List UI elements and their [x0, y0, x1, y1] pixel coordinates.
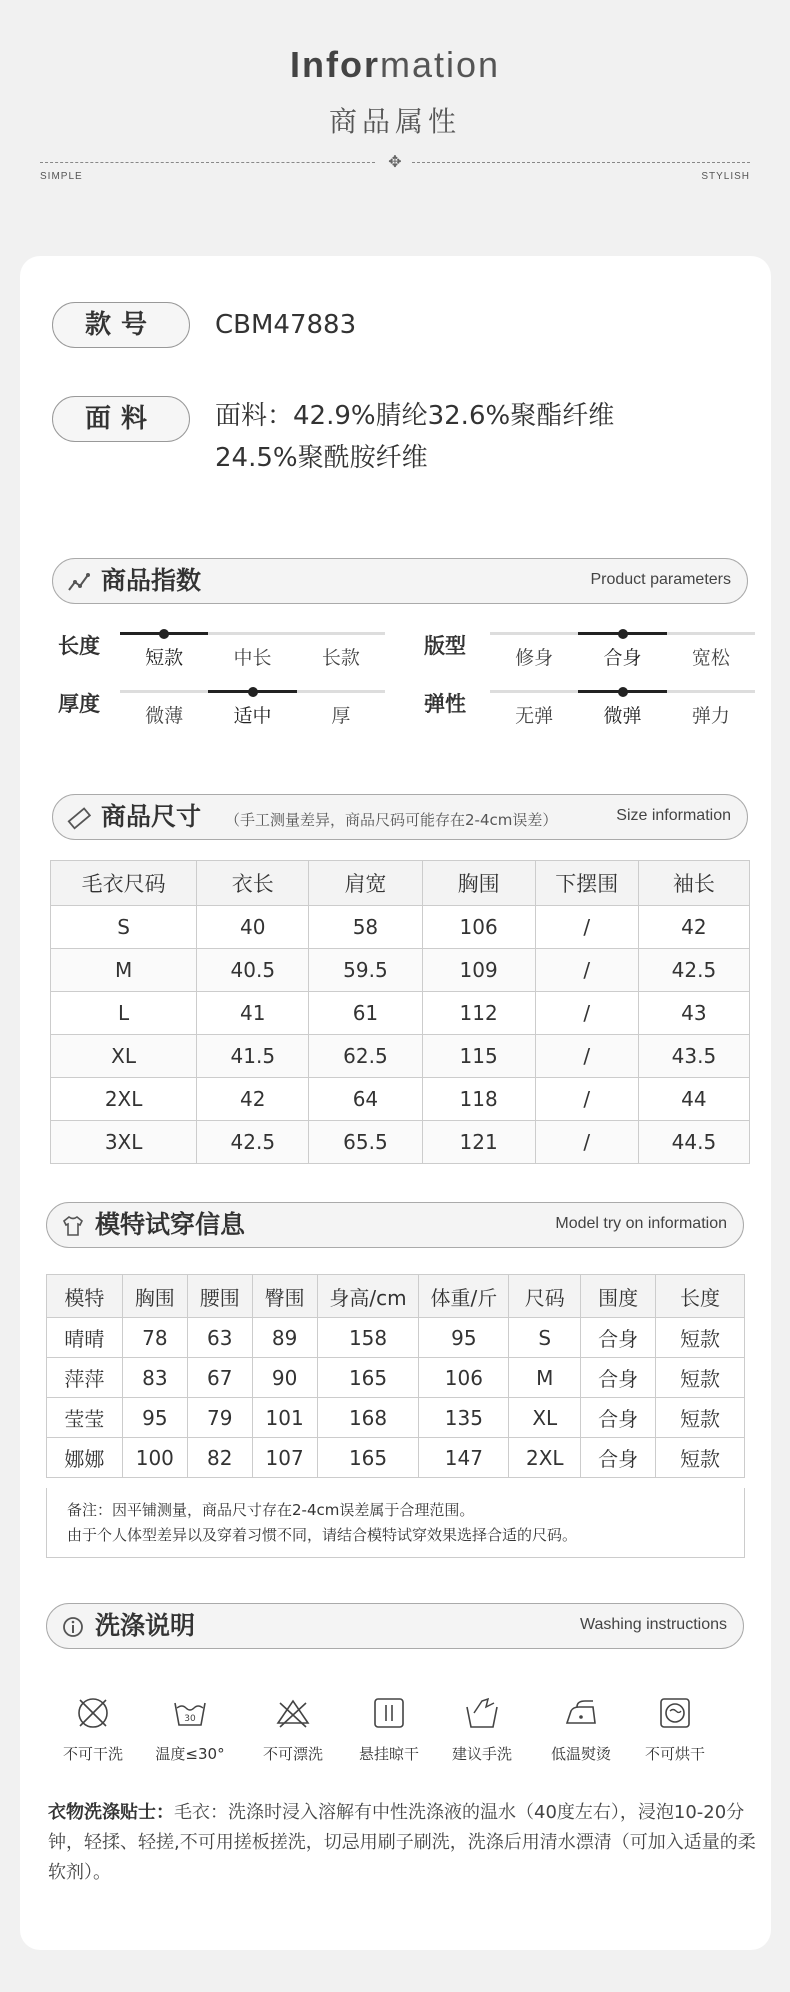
size-header-cell: 毛衣尺码: [51, 861, 197, 906]
size-table-row: [51, 1035, 750, 1078]
size-cell: 44: [638, 1078, 749, 1121]
wash-section-bar: [46, 1603, 744, 1649]
divider-right: [412, 162, 750, 163]
size-cell: 40: [197, 906, 309, 949]
model-cell: 147: [419, 1438, 509, 1478]
size-cell: 2XL: [51, 1078, 197, 1121]
model-table: [46, 1274, 745, 1478]
param-option-thickness-1: 适中: [233, 705, 272, 727]
info-icon: [61, 1615, 85, 1639]
size-cell: 41.5: [197, 1035, 309, 1078]
model-cell: 63: [187, 1318, 252, 1358]
wash-item: [145, 1695, 235, 1764]
model-table-row: [47, 1398, 745, 1438]
size-cell: 106: [422, 906, 535, 949]
model-header-cell: 长度: [656, 1275, 745, 1318]
param-label-fit: 版型: [424, 634, 466, 658]
param-option-length-1: 中长: [233, 647, 272, 669]
model-header-cell: 身高/cm: [317, 1275, 419, 1318]
size-cell: 65.5: [309, 1121, 422, 1164]
model-cell: 90: [252, 1358, 317, 1398]
hang-dry-icon: [369, 1695, 409, 1735]
wash-label: 不可漂洗: [262, 1745, 323, 1763]
wash-item: [630, 1695, 720, 1764]
svg-text:30: 30: [184, 1714, 196, 1724]
model-cell: 合身: [581, 1358, 656, 1398]
model-en: Model try on information: [555, 1215, 727, 1232]
size-cell: 42.5: [638, 949, 749, 992]
param-label-length: 长度: [58, 634, 100, 658]
size-cell: 42: [638, 906, 749, 949]
size-table: [50, 860, 750, 1164]
divider-left: [40, 162, 375, 163]
wash-label: 悬挂晾干: [358, 1745, 419, 1763]
param-label-thickness: 厚度: [58, 692, 100, 716]
size-cell: 40.5: [197, 949, 309, 992]
style-no-value: CBM47883: [215, 310, 357, 340]
size-header-cell: 衣长: [197, 861, 309, 906]
size-cell: /: [535, 906, 638, 949]
ornament-icon: ✥: [388, 152, 402, 171]
model-table-row: [47, 1318, 745, 1358]
wash-label: 温度≤30°: [155, 1745, 225, 1763]
param-selected-dot-fit: [618, 629, 628, 639]
size-cell: M: [51, 949, 197, 992]
model-cell: S: [509, 1318, 581, 1358]
wash-item: [48, 1695, 138, 1764]
wash-item: [344, 1695, 434, 1764]
size-cell: /: [535, 1078, 638, 1121]
param-option-fit-0: 修身: [515, 647, 554, 669]
model-cell: XL: [509, 1398, 581, 1438]
model-table-row: [47, 1438, 745, 1478]
model-cell: 82: [187, 1438, 252, 1478]
param-label-elasticity: 弹性: [424, 692, 466, 716]
size-cell: 41: [197, 992, 309, 1035]
params-section-bar: [52, 558, 748, 604]
model-cell: 101: [252, 1398, 317, 1438]
size-header-cell: 肩宽: [309, 861, 422, 906]
wash-label: 建议手洗: [451, 1745, 512, 1763]
param-selected-dot-elasticity: [618, 687, 628, 697]
size-cell: 64: [309, 1078, 422, 1121]
fabric-line-2: 24.5%聚酰胺纤维: [215, 443, 428, 473]
param-selected-dot-thickness: [248, 687, 258, 697]
model-cell: M: [509, 1358, 581, 1398]
model-note-line-2: 由于个人体型差异以及穿着习惯不同，请结合模特试穿效果选择合适的尺码。: [67, 1526, 578, 1544]
chart-line-icon: [67, 570, 91, 594]
wash-30-icon: [170, 1695, 210, 1735]
model-header-cell: 尺码: [509, 1275, 581, 1318]
model-cell: 合身: [581, 1318, 656, 1358]
model-cell: 莹莹: [47, 1398, 123, 1438]
wash-title: 洗涤说明: [95, 1611, 196, 1640]
size-cell: XL: [51, 1035, 197, 1078]
model-cell: 83: [122, 1358, 187, 1398]
param-option-elasticity-0: 无弹: [515, 705, 554, 727]
wash-en: Washing instructions: [579, 1616, 727, 1633]
care-tips-label: 衣物洗涤贴士：: [48, 1802, 174, 1823]
param-option-thickness-0: 微薄: [145, 705, 184, 727]
size-cell: 3XL: [51, 1121, 197, 1164]
size-section-bar: [52, 794, 748, 840]
size-note: （手工测量差异，商品尺码可能存在2-4cm误差）: [225, 811, 558, 829]
model-cell: 135: [419, 1398, 509, 1438]
model-cell: 89: [252, 1318, 317, 1358]
no-bleach-icon: [273, 1695, 313, 1735]
care-tips-text: 毛衣：洗涤时浸入溶解有中性洗涤液的温水（40度左右），浸泡10-20分钟，轻揉、轻搓,不可用搓板搓洗，切忌用刷子刷洗，洗涤后用清水漂清（可加入适量的柔软剂）。: [48, 1802, 756, 1883]
size-cell: 118: [422, 1078, 535, 1121]
model-cell: 106: [419, 1358, 509, 1398]
size-table-row: [51, 1078, 750, 1121]
size-cell: 62.5: [309, 1035, 422, 1078]
model-cell: 短款: [656, 1318, 745, 1358]
model-cell: 2XL: [509, 1438, 581, 1478]
wash-item: [248, 1695, 338, 1764]
low-iron-icon: [561, 1695, 601, 1735]
size-header-cell: 袖长: [638, 861, 749, 906]
size-cell: 44.5: [638, 1121, 749, 1164]
params-en: Product parameters: [590, 571, 731, 588]
model-cell: 萍萍: [47, 1358, 123, 1398]
wash-label: 不可烘干: [644, 1745, 705, 1763]
size-cell: 43.5: [638, 1035, 749, 1078]
size-cell: 115: [422, 1035, 535, 1078]
no-tumble-dry-icon: [655, 1695, 695, 1735]
model-title: 模特试穿信息: [95, 1210, 246, 1239]
param-option-length-2: 长款: [321, 647, 360, 669]
size-cell: 42.5: [197, 1121, 309, 1164]
model-cell: 合身: [581, 1398, 656, 1438]
model-cell: 合身: [581, 1438, 656, 1478]
size-cell: 121: [422, 1121, 535, 1164]
size-table-row: [51, 992, 750, 1035]
size-cell: 43: [638, 992, 749, 1035]
size-cell: 58: [309, 906, 422, 949]
wash-label: 低温熨烫: [550, 1745, 611, 1763]
size-cell: 59.5: [309, 949, 422, 992]
wash-item: [536, 1695, 626, 1764]
model-cell: 95: [122, 1398, 187, 1438]
size-cell: /: [535, 1035, 638, 1078]
style-no-label: 款号: [52, 302, 190, 348]
model-cell: 短款: [656, 1398, 745, 1438]
model-cell: 100: [122, 1438, 187, 1478]
model-section-bar: [46, 1202, 744, 1248]
model-cell: 95: [419, 1318, 509, 1358]
size-header-cell: 胸围: [422, 861, 535, 906]
model-note: [46, 1488, 745, 1558]
size-cell: L: [51, 992, 197, 1035]
model-cell: 168: [317, 1398, 419, 1438]
size-table-row: [51, 949, 750, 992]
model-cell: 165: [317, 1438, 419, 1478]
no-dry-clean-icon: [73, 1695, 113, 1735]
model-cell: 79: [187, 1398, 252, 1438]
size-cell: 42: [197, 1078, 309, 1121]
size-cell: /: [535, 1121, 638, 1164]
model-cell: 短款: [656, 1438, 745, 1478]
size-cell: /: [535, 992, 638, 1035]
param-option-elasticity-1: 微弹: [603, 705, 642, 727]
model-cell: 晴晴: [47, 1318, 123, 1358]
model-header-cell: 模特: [47, 1275, 123, 1318]
fabric-label: 面料: [52, 396, 190, 442]
model-cell: 107: [252, 1438, 317, 1478]
care-tips: [48, 1798, 768, 1888]
model-cell: 短款: [656, 1358, 745, 1398]
model-cell: 78: [122, 1318, 187, 1358]
size-cell: 61: [309, 992, 422, 1035]
size-en: Size information: [616, 807, 731, 824]
page-subtitle: 商品属性: [328, 105, 461, 138]
model-header-cell: 臀围: [252, 1275, 317, 1318]
param-option-thickness-2: 厚: [331, 705, 351, 727]
size-table-row: [51, 906, 750, 949]
size-table-row: [51, 1121, 750, 1164]
model-header-cell: 腰围: [187, 1275, 252, 1318]
param-option-length-0: 短款: [145, 647, 184, 669]
wash-label: 不可干洗: [62, 1745, 123, 1763]
param-option-fit-2: 宽松: [691, 647, 730, 669]
param-option-elasticity-2: 弹力: [691, 705, 730, 727]
model-cell: 67: [187, 1358, 252, 1398]
wash-item: [437, 1695, 527, 1764]
params-title: 商品指数: [101, 566, 202, 595]
fabric-line-1: 面料：42.9%腈纶32.6%聚酯纤维: [215, 401, 615, 431]
tshirt-icon: [61, 1214, 85, 1238]
model-header-cell: 胸围: [122, 1275, 187, 1318]
hand-wash-icon: [462, 1695, 502, 1735]
size-header-cell: 下摆围: [535, 861, 638, 906]
size-cell: /: [535, 949, 638, 992]
size-title: 商品尺寸: [101, 802, 202, 831]
page-title: Information: [289, 44, 501, 85]
ruler-icon: [67, 806, 91, 830]
simple-label: SIMPLE: [40, 171, 83, 182]
size-cell: S: [51, 906, 197, 949]
model-cell: 158: [317, 1318, 419, 1358]
model-cell: 165: [317, 1358, 419, 1398]
stylish-label: STYLISH: [701, 171, 750, 182]
model-header-cell: 围度: [581, 1275, 656, 1318]
model-table-row: [47, 1358, 745, 1398]
size-cell: 109: [422, 949, 535, 992]
model-header-cell: 体重/斤: [419, 1275, 509, 1318]
model-note-line-1: 备注：因平铺测量，商品尺寸存在2-4cm误差属于合理范围。: [67, 1501, 475, 1519]
param-option-fit-1: 合身: [603, 647, 642, 669]
model-cell: 娜娜: [47, 1438, 123, 1478]
size-cell: 112: [422, 992, 535, 1035]
